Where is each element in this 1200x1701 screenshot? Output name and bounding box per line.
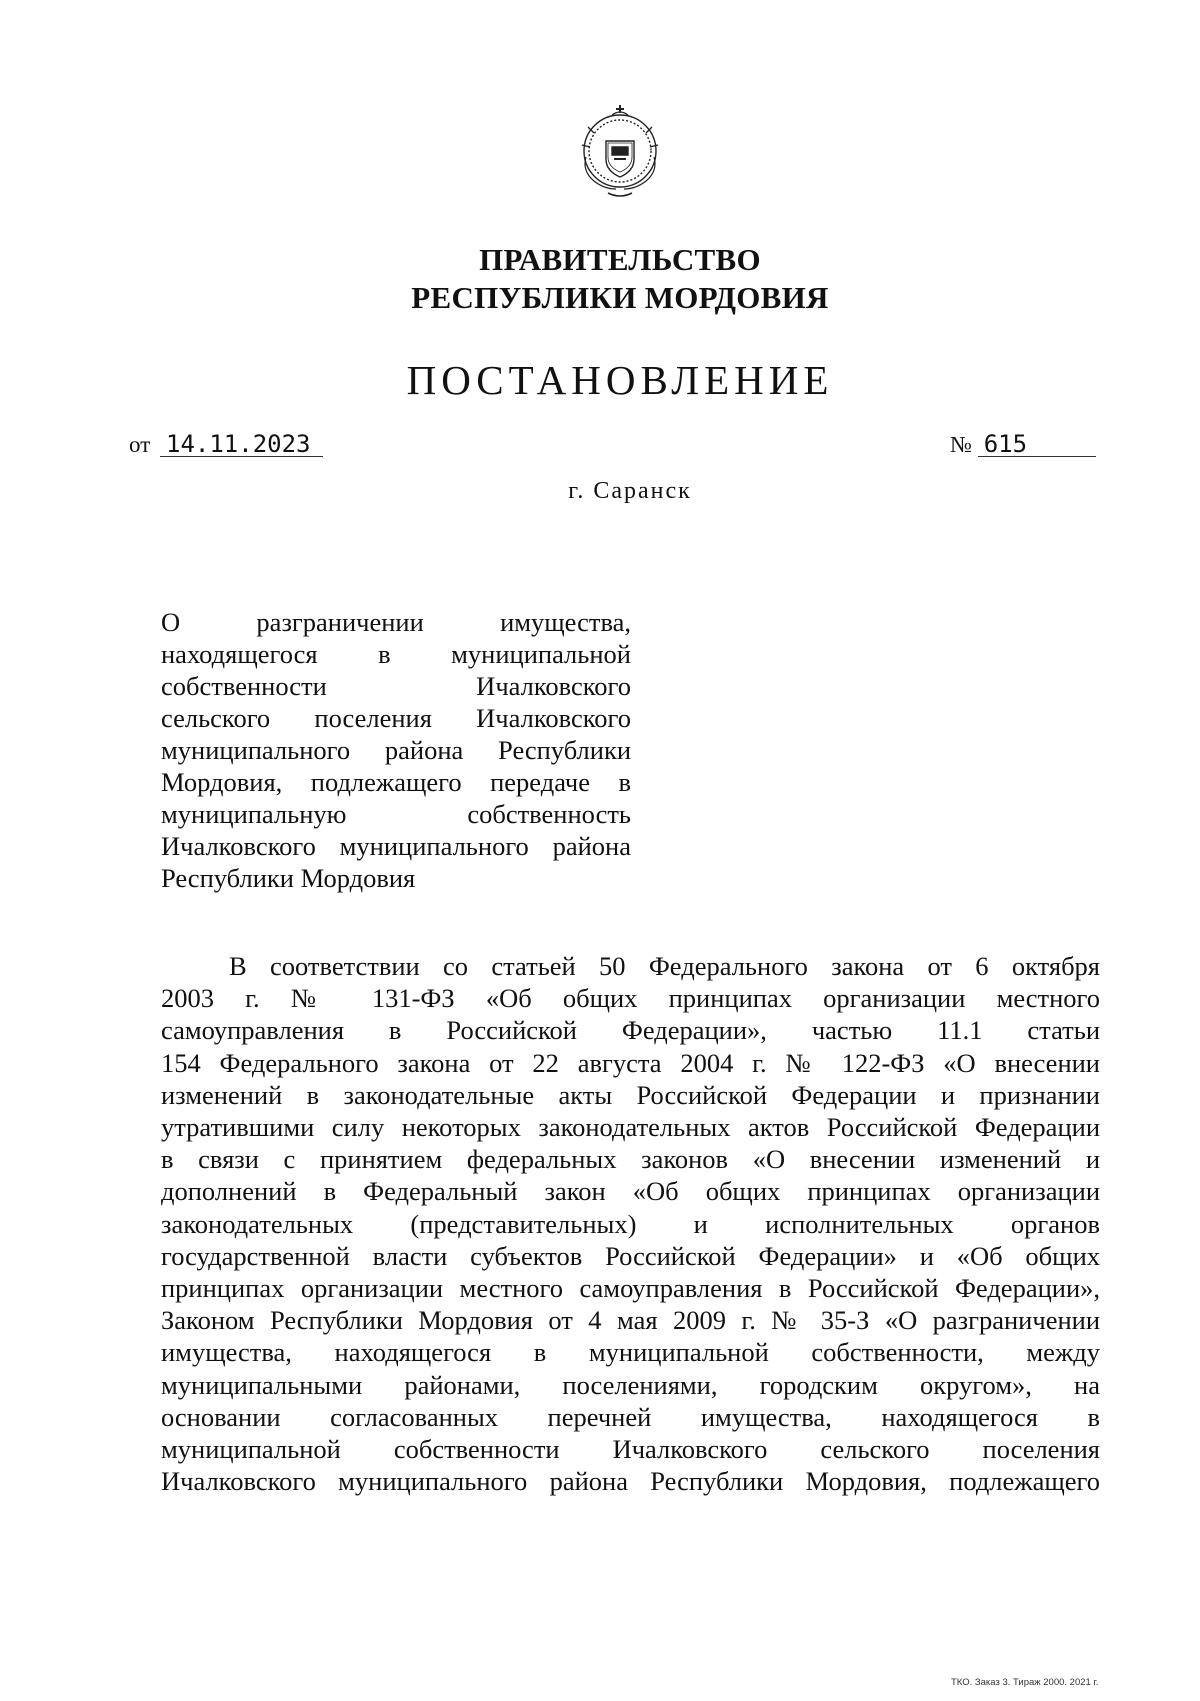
- body-line: утратившими силу некоторых законодательных актов Российской Федерации: [161, 1112, 1100, 1143]
- document-subject: [161, 606, 631, 894]
- body-line: принципах организации местного самоуправления в Российской Федерации»,: [161, 1273, 1100, 1304]
- body-line: Законом Республики Мордовия от 4 мая 2009 г. № 35-З «О разграничении: [161, 1305, 1100, 1336]
- date-line: [129, 432, 323, 458]
- date-value: 14.11.2023: [160, 432, 323, 457]
- document-type-title: ПОСТАНОВЛЕНИЕ: [406, 357, 834, 403]
- body-line: муниципальными районами, поселениями, городским округом», на: [161, 1369, 1100, 1400]
- body-line: 154 Федерального закона от 22 августа 2004 г. № 122-ФЗ «О внесении: [161, 1047, 1100, 1078]
- body-line: основании согласованных перечней имущества, находящегося в: [161, 1401, 1100, 1432]
- subject-line: Республики Мордовия: [161, 863, 416, 893]
- number-value: 615: [978, 432, 1096, 457]
- date-label: от: [129, 432, 151, 457]
- body-line: 2003 г. № 131-ФЗ «Об общих принципах организации местного: [161, 983, 1100, 1014]
- number-label: №: [950, 432, 972, 457]
- subject-line: муниципального района Республики: [161, 735, 631, 765]
- body-line: В соответствии со статьей 50 Федерального закона от 6 октября: [229, 951, 1100, 981]
- subject-line: муниципальную собственность: [161, 799, 631, 829]
- subject-line: находящегося в муниципальной: [161, 639, 631, 669]
- subject-line: Мордовия, подлежащего передаче в: [161, 767, 631, 797]
- city-name: г. Саранск: [568, 478, 692, 504]
- body-line: муниципальной собственности Ичалковского сельского поселения: [161, 1434, 1100, 1465]
- subject-line: О разграничении имущества,: [161, 607, 631, 637]
- body-line: государственной власти субъектов Российской Федерации» и «Об общих: [161, 1240, 1100, 1271]
- org-name-line1: ПРАВИТЕЛЬСТВО: [479, 242, 761, 277]
- subject-line: Ичалковского муниципального района: [161, 831, 631, 861]
- subject-line: собственности Ичалковского: [161, 671, 631, 701]
- body-line: изменений в законодательные акты Российской Федерации и признании: [161, 1079, 1100, 1110]
- body-line: самоуправления в Российской Федерации», частью 11.1 статьи: [161, 1015, 1100, 1046]
- body-line: дополнений в Федеральный закон «Об общих принципах организации: [161, 1176, 1100, 1207]
- subject-line: сельского поселения Ичалковского: [161, 703, 631, 733]
- coat-of-arms-icon: [568, 97, 672, 201]
- body-line: в связи с принятием федеральных законов «О внесении изменений и: [161, 1144, 1100, 1175]
- org-name-line2: РЕСПУБЛИКИ МОРДОВИЯ: [411, 280, 829, 315]
- body-line: Ичалковского муниципального района Республики Мордовия, подлежащего: [161, 1466, 1100, 1497]
- number-line: [950, 432, 1096, 458]
- body-line: законодательных (представительных) и исполнительных органов: [161, 1208, 1100, 1239]
- print-imprint: ТКО. Заказ 3. Тираж 2000. 2021 г.: [951, 1677, 1099, 1688]
- body-line: имущества, находящегося в муниципальной собственности, между: [161, 1337, 1100, 1368]
- document-body: [161, 950, 1100, 1497]
